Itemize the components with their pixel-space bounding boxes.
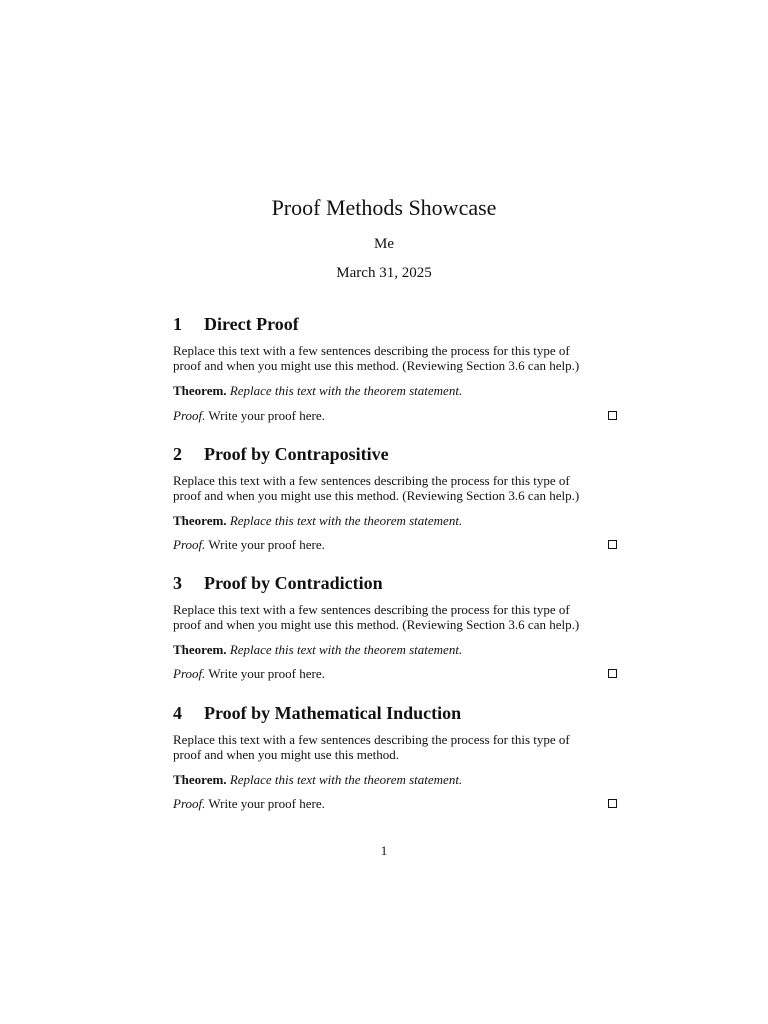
- theorem-statement: Replace this text with the theorem statement.: [229, 513, 463, 528]
- section-description: [173, 343, 617, 373]
- proof-text: Write your proof here.: [208, 408, 325, 423]
- proof: [173, 408, 617, 423]
- qed-square-icon: [608, 669, 617, 678]
- proof: [173, 537, 617, 552]
- section-description: [173, 473, 617, 503]
- section-description: [173, 602, 617, 632]
- section-heading: [173, 443, 389, 465]
- section-title: Proof by Contrapositive: [204, 444, 389, 464]
- qed-square-icon: [608, 411, 617, 420]
- proof: [173, 666, 617, 681]
- section-title: Direct Proof: [204, 314, 299, 334]
- section-number: 2: [173, 444, 182, 464]
- theorem-label: Theorem.: [173, 513, 227, 528]
- proof-text: Write your proof here.: [208, 537, 325, 552]
- proof-label: Proof.: [173, 537, 206, 552]
- theorem-label: Theorem.: [173, 772, 227, 787]
- proof-text: Write your proof here.: [208, 796, 325, 811]
- section-title: Proof by Contradiction: [204, 573, 383, 593]
- proof-label: Proof.: [173, 796, 206, 811]
- description-line: Replace this text with a few sentences describing the process for this type of: [173, 343, 570, 358]
- proof: [173, 796, 617, 811]
- section-description: [173, 732, 617, 762]
- theorem: [173, 383, 462, 398]
- section-number: 3: [173, 573, 182, 593]
- document-author: Me: [374, 236, 394, 252]
- section-heading: [173, 313, 299, 335]
- description-line: proof and when you might use this method. (Reviewing Section 3.6 can help.): [173, 488, 580, 503]
- qed-square-icon: [608, 799, 617, 808]
- section-heading: [173, 702, 461, 724]
- document-title: Proof Methods Showcase: [271, 195, 497, 220]
- qed-square-icon: [608, 540, 617, 549]
- theorem-statement: Replace this text with the theorem statement.: [229, 772, 463, 787]
- theorem: [173, 642, 462, 657]
- proof-label: Proof.: [173, 666, 206, 681]
- description-line: proof and when you might use this method. (Reviewing Section 3.6 can help.): [173, 358, 580, 373]
- theorem-label: Theorem.: [173, 642, 227, 657]
- description-line: proof and when you might use this method.: [173, 747, 400, 762]
- description-line: Replace this text with a few sentences describing the process for this type of: [173, 732, 570, 747]
- description-line: Replace this text with a few sentences describing the process for this type of: [173, 602, 570, 617]
- section-number: 1: [173, 314, 182, 334]
- theorem-label: Theorem.: [173, 383, 227, 398]
- theorem: [173, 772, 462, 787]
- theorem-statement: Replace this text with the theorem statement.: [229, 642, 463, 657]
- description-line: proof and when you might use this method. (Reviewing Section 3.6 can help.): [173, 617, 580, 632]
- section-title: Proof by Mathematical Induction: [204, 703, 462, 723]
- theorem: [173, 513, 462, 528]
- proof-text: Write your proof here.: [208, 666, 325, 681]
- page-number: 1: [380, 843, 388, 858]
- section-number: 4: [173, 703, 182, 723]
- section-heading: [173, 572, 383, 594]
- proof-label: Proof.: [173, 408, 206, 423]
- description-line: Replace this text with a few sentences describing the process for this type of: [173, 473, 570, 488]
- theorem-statement: Replace this text with the theorem statement.: [229, 383, 463, 398]
- document-date: March 31, 2025: [336, 265, 432, 281]
